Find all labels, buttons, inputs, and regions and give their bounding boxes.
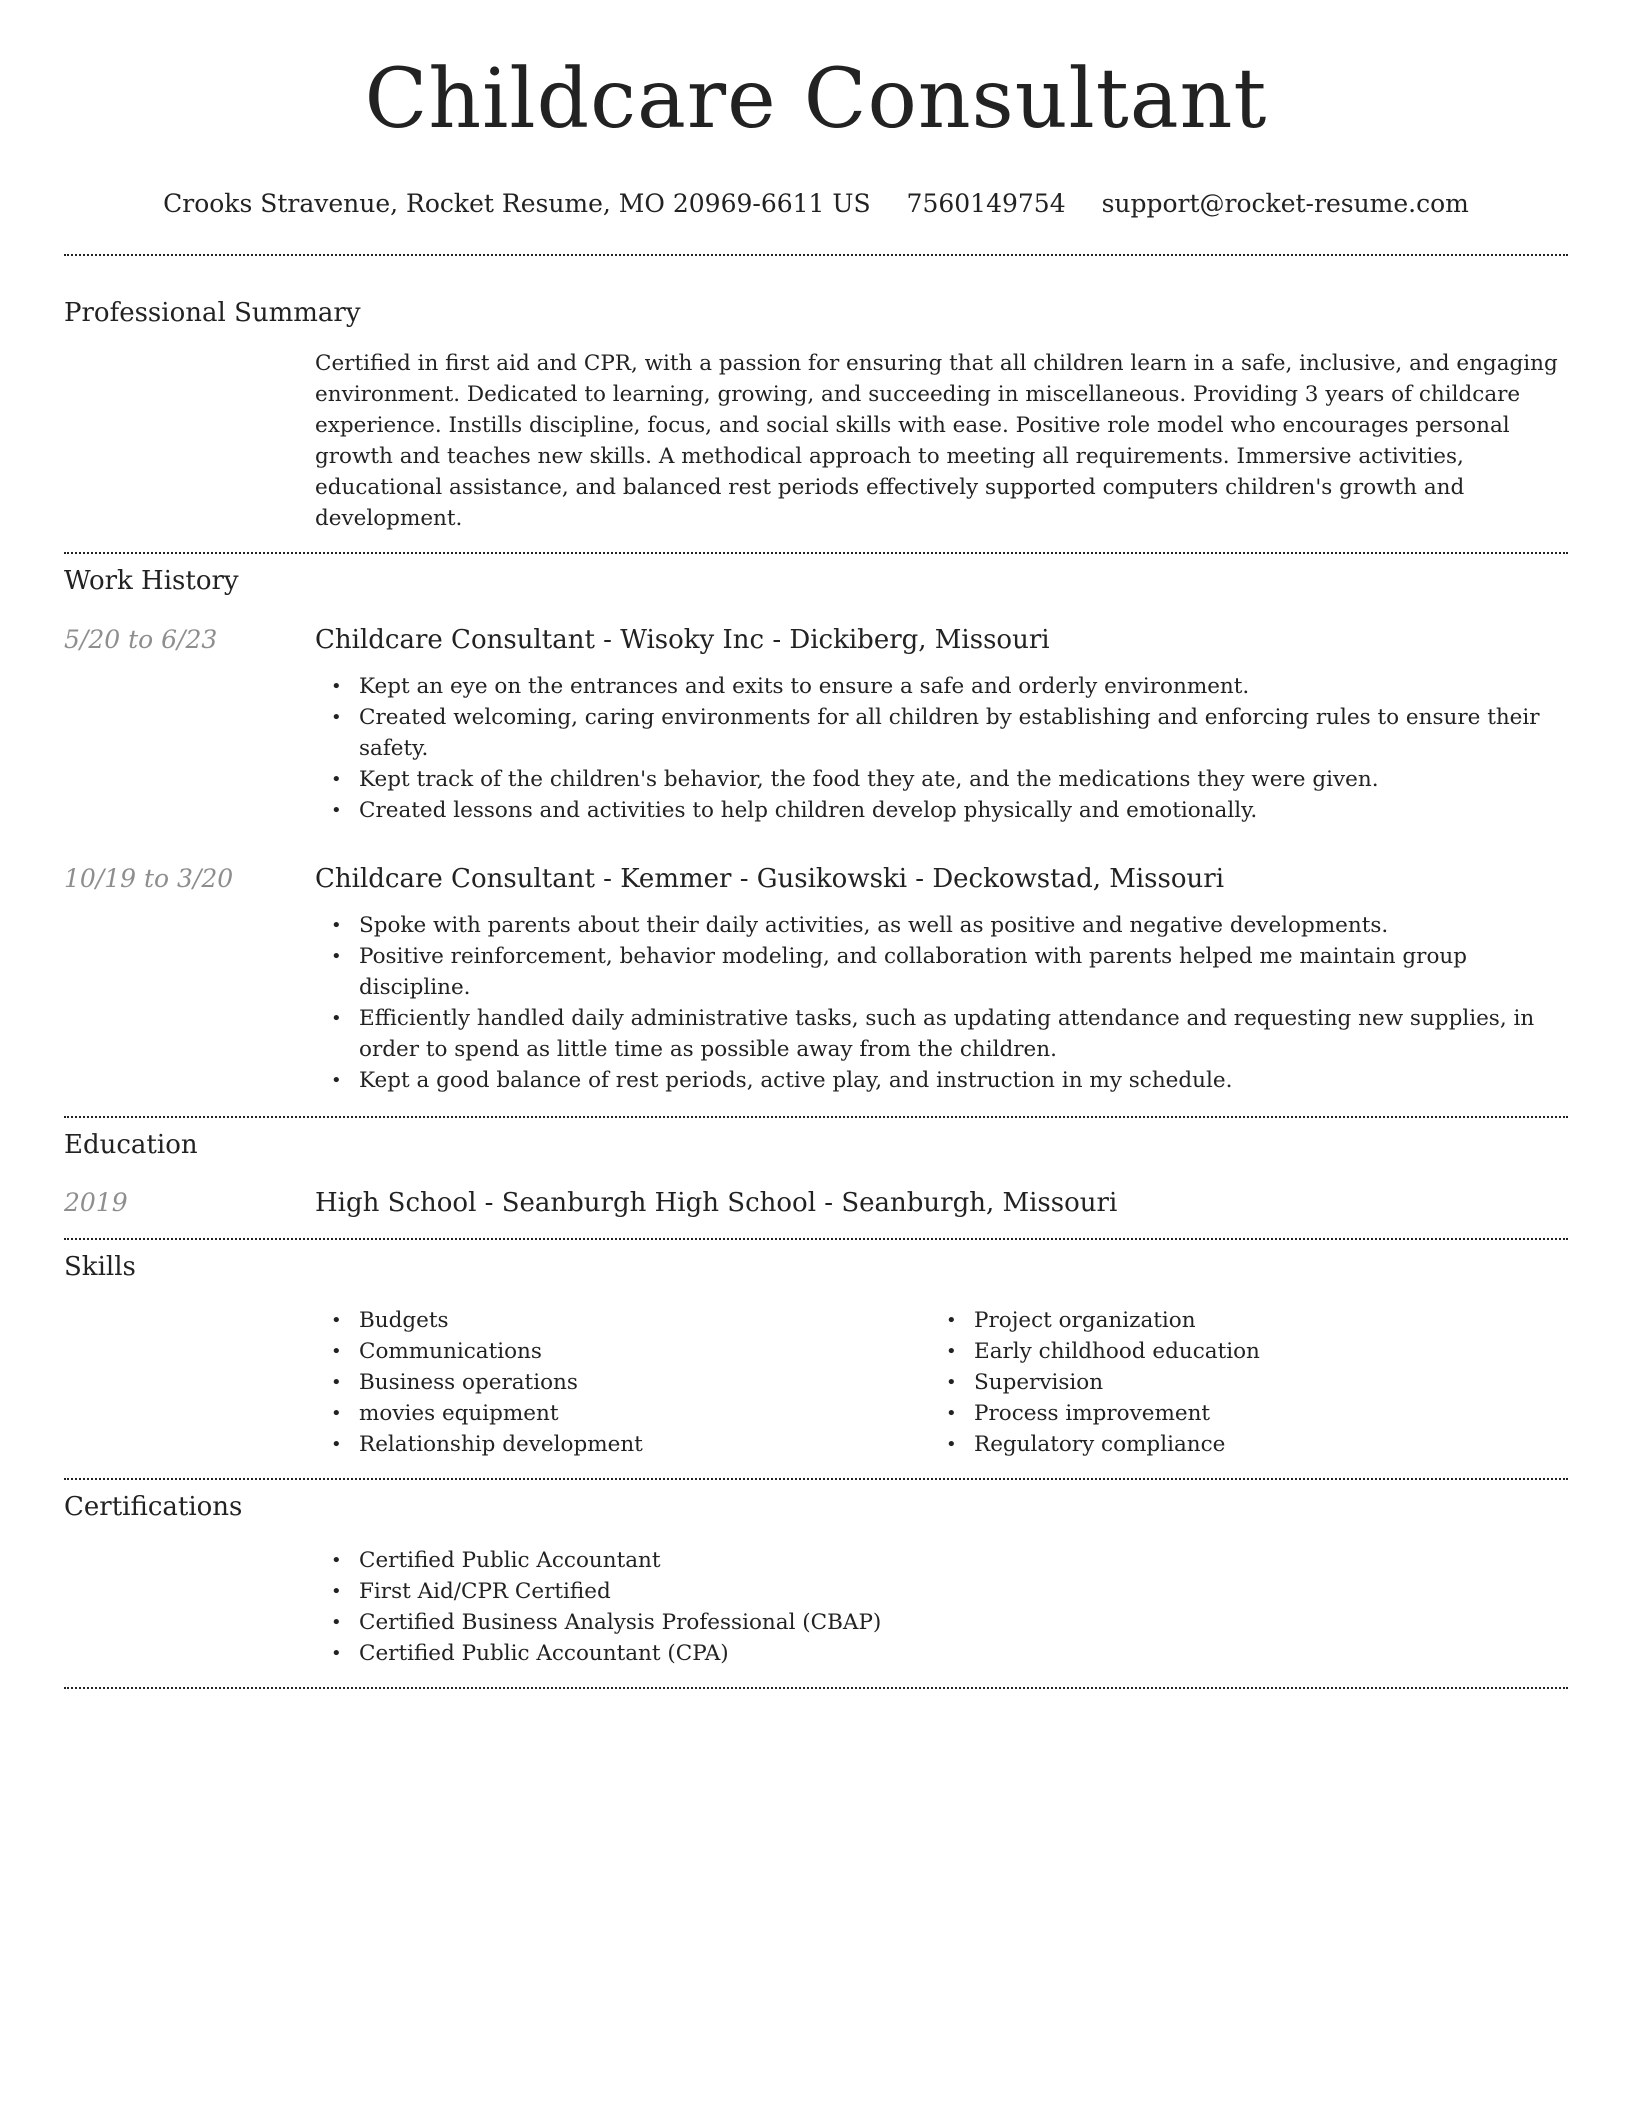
- email[interactable]: support@rocket-resume.com: [1101, 189, 1469, 218]
- school: - Seanburgh High School - Seanburgh, Missouri: [476, 1188, 1118, 1218]
- divider: [64, 1478, 1568, 1480]
- section-title-summary: Professional Summary: [64, 298, 361, 328]
- list-item: • Kept track of the children's behavior, the food they ate, and the medications they were given.: [315, 764, 1568, 795]
- education-title: [315, 1186, 1568, 1220]
- summary-text: Certified in first aid and CPR, with a passion for ensuring that all children learn in a safe, inclusive, and engaging environment. Dedicated to learning, growing, and succeeding in miscellaneous. Providing 3 years of childcare experience. Instills discipline, focus, and social skills with ease. Positive role model who encourages personal growth and teaches new skills. A methodical approach to meeting all requirements. Immersive activities, educational assistance, and balanced rest periods effectively supported computers children's growth and development.: [315, 351, 1558, 531]
- divider: [64, 552, 1568, 554]
- divider: [64, 1687, 1568, 1689]
- education-section: [64, 1128, 1568, 1220]
- skills-columns: [315, 1305, 1568, 1460]
- contact-line: [64, 188, 1568, 220]
- section-title-work: Work History: [64, 566, 239, 596]
- list-item: • Regulatory compliance: [930, 1429, 1545, 1460]
- phone: 7560149754: [906, 189, 1066, 218]
- address: Crooks Stravenue, Rocket Resume, MO 20969-6611 US: [163, 189, 871, 218]
- job-entry: [64, 623, 1568, 826]
- divider: [64, 1238, 1568, 1240]
- job-title: Childcare Consultant - Wisoky Inc - Dickiberg, Missouri: [315, 625, 1050, 655]
- education-date: 2019: [64, 1188, 128, 1217]
- candidate-name: Childcare Consultant: [364, 52, 1268, 147]
- list-item: • Certified Public Accountant: [315, 1545, 1568, 1576]
- job-date: 10/19 to 3/20: [64, 864, 234, 893]
- section-title-certifications: Certifications: [64, 1492, 243, 1522]
- list-item: • Created welcoming, caring environments for all children by establishing and enforcing rules to ensure their safety.: [315, 702, 1568, 764]
- job-bullets: [315, 910, 1568, 1096]
- certifications-list: [315, 1545, 1568, 1669]
- list-item: • movies equipment: [315, 1398, 930, 1429]
- divider: [64, 254, 1568, 256]
- summary-section: [64, 296, 1568, 534]
- job-entry: [64, 862, 1568, 1096]
- list-item: • Created lessons and activities to help children develop physically and emotionally.: [315, 795, 1568, 826]
- degree: High School: [315, 1188, 477, 1218]
- list-item: • Supervision: [930, 1367, 1545, 1398]
- list-item: • Kept a good balance of rest periods, active play, and instruction in my schedule.: [315, 1065, 1568, 1096]
- skills-list-left: [315, 1305, 930, 1460]
- job-bullets: [315, 671, 1568, 826]
- section-title-skills: Skills: [64, 1252, 136, 1282]
- list-item: • Certified Business Analysis Professional (CBAP): [315, 1607, 1568, 1638]
- list-item: • Kept an eye on the entrances and exits to ensure a safe and orderly environment.: [315, 671, 1568, 702]
- list-item: • Efficiently handled daily administrative tasks, such as updating attendance and requesting new supplies, in order to spend as little time as possible away from the children.: [315, 1003, 1568, 1065]
- list-item: • Spoke with parents about their daily activities, as well as positive and negative developments.: [315, 910, 1568, 941]
- list-item: • Project organization: [930, 1305, 1545, 1336]
- job-title: Childcare Consultant - Kemmer - Gusikowski - Deckowstad, Missouri: [315, 864, 1225, 894]
- list-item: • Budgets: [315, 1305, 930, 1336]
- certifications-section: [64, 1490, 1568, 1669]
- work-history-section: [64, 564, 1568, 1096]
- skills-list-right: [930, 1305, 1545, 1460]
- skills-section: [64, 1250, 1568, 1460]
- list-item: • Early childhood education: [930, 1336, 1545, 1367]
- section-title-education: Education: [64, 1130, 198, 1160]
- list-item: • Process improvement: [930, 1398, 1545, 1429]
- list-item: • First Aid/CPR Certified: [315, 1576, 1568, 1607]
- list-item: • Relationship development: [315, 1429, 930, 1460]
- job-date: 5/20 to 6/23: [64, 625, 218, 654]
- list-item: • Positive reinforcement, behavior modeling, and collaboration with parents helped me maintain group discipline.: [315, 941, 1568, 1003]
- divider: [64, 1116, 1568, 1118]
- education-entry: [64, 1186, 1568, 1220]
- list-item: • Certified Public Accountant (CPA): [315, 1638, 1568, 1669]
- list-item: • Business operations: [315, 1367, 930, 1398]
- list-item: • Communications: [315, 1336, 930, 1367]
